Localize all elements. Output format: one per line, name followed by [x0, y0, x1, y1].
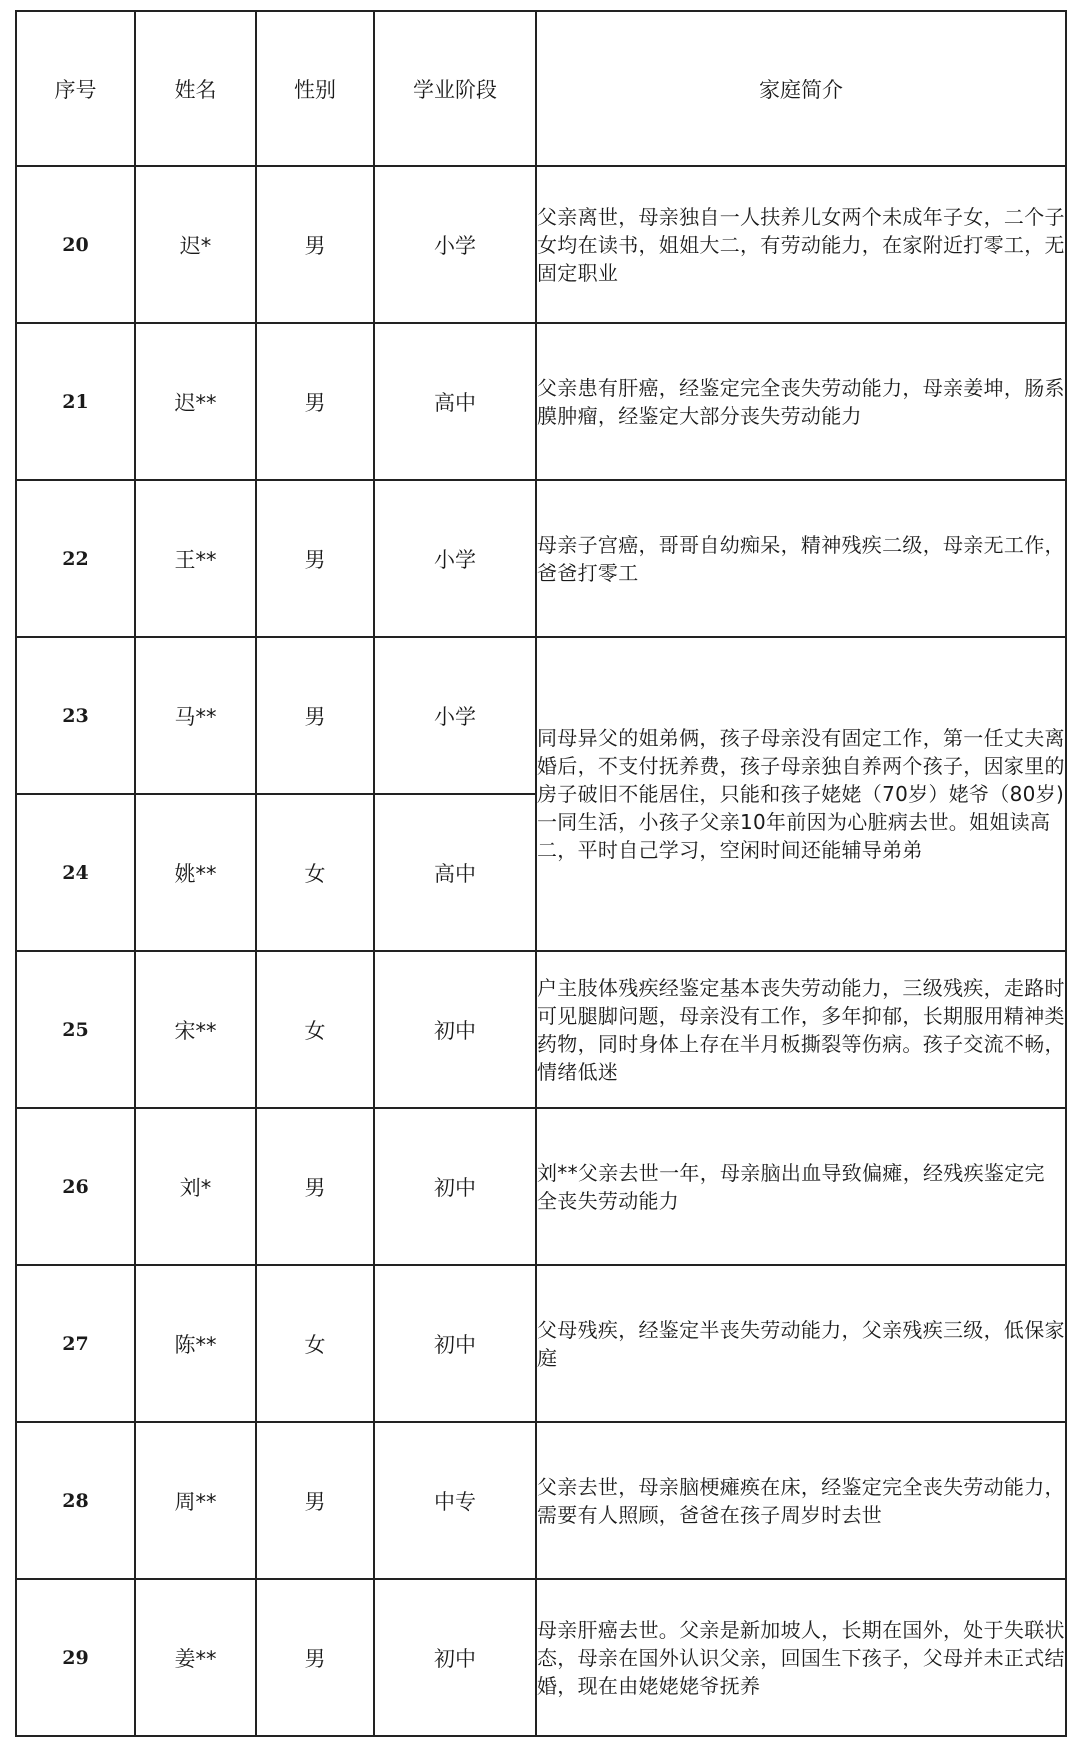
cell-name: 迟*	[135, 166, 256, 323]
cell-desc: 母亲肝癌去世。父亲是新加坡人，长期在国外，处于失联状态，母亲在国外认识父亲，回国生下孩子，父母并未正式结婚，现在由姥姥姥爷抚养	[536, 1579, 1066, 1736]
table-row	[16, 166, 1066, 323]
cell-name: 姜**	[135, 1579, 256, 1736]
cell-gender: 男	[256, 1108, 374, 1265]
header-desc: 家庭简介	[536, 11, 1066, 166]
cell-stage: 初中	[374, 1108, 536, 1265]
header-gender: 性别	[256, 11, 374, 166]
cell-desc: 户主肢体残疾经鉴定基本丧失劳动能力，三级残疾，走路时可见腿脚问题，母亲没有工作，多年抑郁，长期服用精神类药物，同时身体上存在半月板撕裂等伤病。孩子交流不畅，情绪低迷	[536, 951, 1066, 1108]
table-row	[16, 480, 1066, 637]
cell-stage: 中专	[374, 1422, 536, 1579]
family-info-table	[15, 10, 1067, 1737]
table-row	[16, 951, 1066, 1108]
cell-name: 周**	[135, 1422, 256, 1579]
cell-seq: 29	[16, 1579, 135, 1736]
cell-name: 姚**	[135, 794, 256, 951]
header-stage: 学业阶段	[374, 11, 536, 166]
cell-seq: 22	[16, 480, 135, 637]
cell-gender: 男	[256, 1422, 374, 1579]
cell-stage: 初中	[374, 1579, 536, 1736]
cell-desc: 刘**父亲去世一年，母亲脑出血导致偏瘫，经残疾鉴定完全丧失劳动能力	[536, 1108, 1066, 1265]
cell-stage: 初中	[374, 1265, 536, 1422]
cell-stage: 小学	[374, 637, 536, 794]
cell-stage: 高中	[374, 794, 536, 951]
cell-seq: 28	[16, 1422, 135, 1579]
header-seq: 序号	[16, 11, 135, 166]
table-row	[16, 1265, 1066, 1422]
header-row	[16, 11, 1066, 166]
cell-name: 刘*	[135, 1108, 256, 1265]
cell-stage: 初中	[374, 951, 536, 1108]
cell-seq: 26	[16, 1108, 135, 1265]
header-name: 姓名	[135, 11, 256, 166]
cell-name: 马**	[135, 637, 256, 794]
cell-seq: 25	[16, 951, 135, 1108]
cell-desc: 父亲离世，母亲独自一人扶养儿女两个未成年子女，二个子女均在读书，姐姐大二，有劳动能力，在家附近打零工，无固定职业	[536, 166, 1066, 323]
cell-name: 宋**	[135, 951, 256, 1108]
table-row	[16, 1579, 1066, 1736]
cell-stage: 小学	[374, 166, 536, 323]
cell-stage: 小学	[374, 480, 536, 637]
cell-seq: 23	[16, 637, 135, 794]
cell-gender: 男	[256, 637, 374, 794]
cell-gender: 男	[256, 480, 374, 637]
table-row	[16, 323, 1066, 480]
cell-gender: 男	[256, 166, 374, 323]
table-row	[16, 1108, 1066, 1265]
cell-desc: 父亲去世，母亲脑梗瘫痪在床，经鉴定完全丧失劳动能力，需要有人照顾，爸爸在孩子周岁时去世	[536, 1422, 1066, 1579]
cell-gender: 男	[256, 323, 374, 480]
cell-gender: 女	[256, 794, 374, 951]
cell-desc: 父亲患有肝癌，经鉴定完全丧失劳动能力，母亲姜坤，肠系膜肿瘤，经鉴定大部分丧失劳动能力	[536, 323, 1066, 480]
cell-desc-merged: 同母异父的姐弟俩，孩子母亲没有固定工作，第一任丈夫离婚后，不支付抚养费，孩子母亲独自养两个孩子，因家里的房子破旧不能居住，只能和孩子姥姥（70岁）姥爷（80岁)一同生活，小孩子父亲10年前因为心脏病去世。姐姐读高二，平时自己学习，空闲时间还能辅导弟弟	[536, 637, 1066, 951]
cell-seq: 20	[16, 166, 135, 323]
cell-name: 王**	[135, 480, 256, 637]
cell-stage: 高中	[374, 323, 536, 480]
cell-name: 迟**	[135, 323, 256, 480]
cell-name: 陈**	[135, 1265, 256, 1422]
cell-gender: 男	[256, 1579, 374, 1736]
cell-gender: 女	[256, 951, 374, 1108]
cell-desc: 父母残疾，经鉴定半丧失劳动能力，父亲残疾三级，低保家庭	[536, 1265, 1066, 1422]
cell-desc: 母亲子宫癌，哥哥自幼痴呆，精神残疾二级，母亲无工作，爸爸打零工	[536, 480, 1066, 637]
cell-seq: 24	[16, 794, 135, 951]
cell-seq: 21	[16, 323, 135, 480]
cell-gender: 女	[256, 1265, 374, 1422]
cell-seq: 27	[16, 1265, 135, 1422]
table-row	[16, 1422, 1066, 1579]
table-row	[16, 637, 1066, 794]
